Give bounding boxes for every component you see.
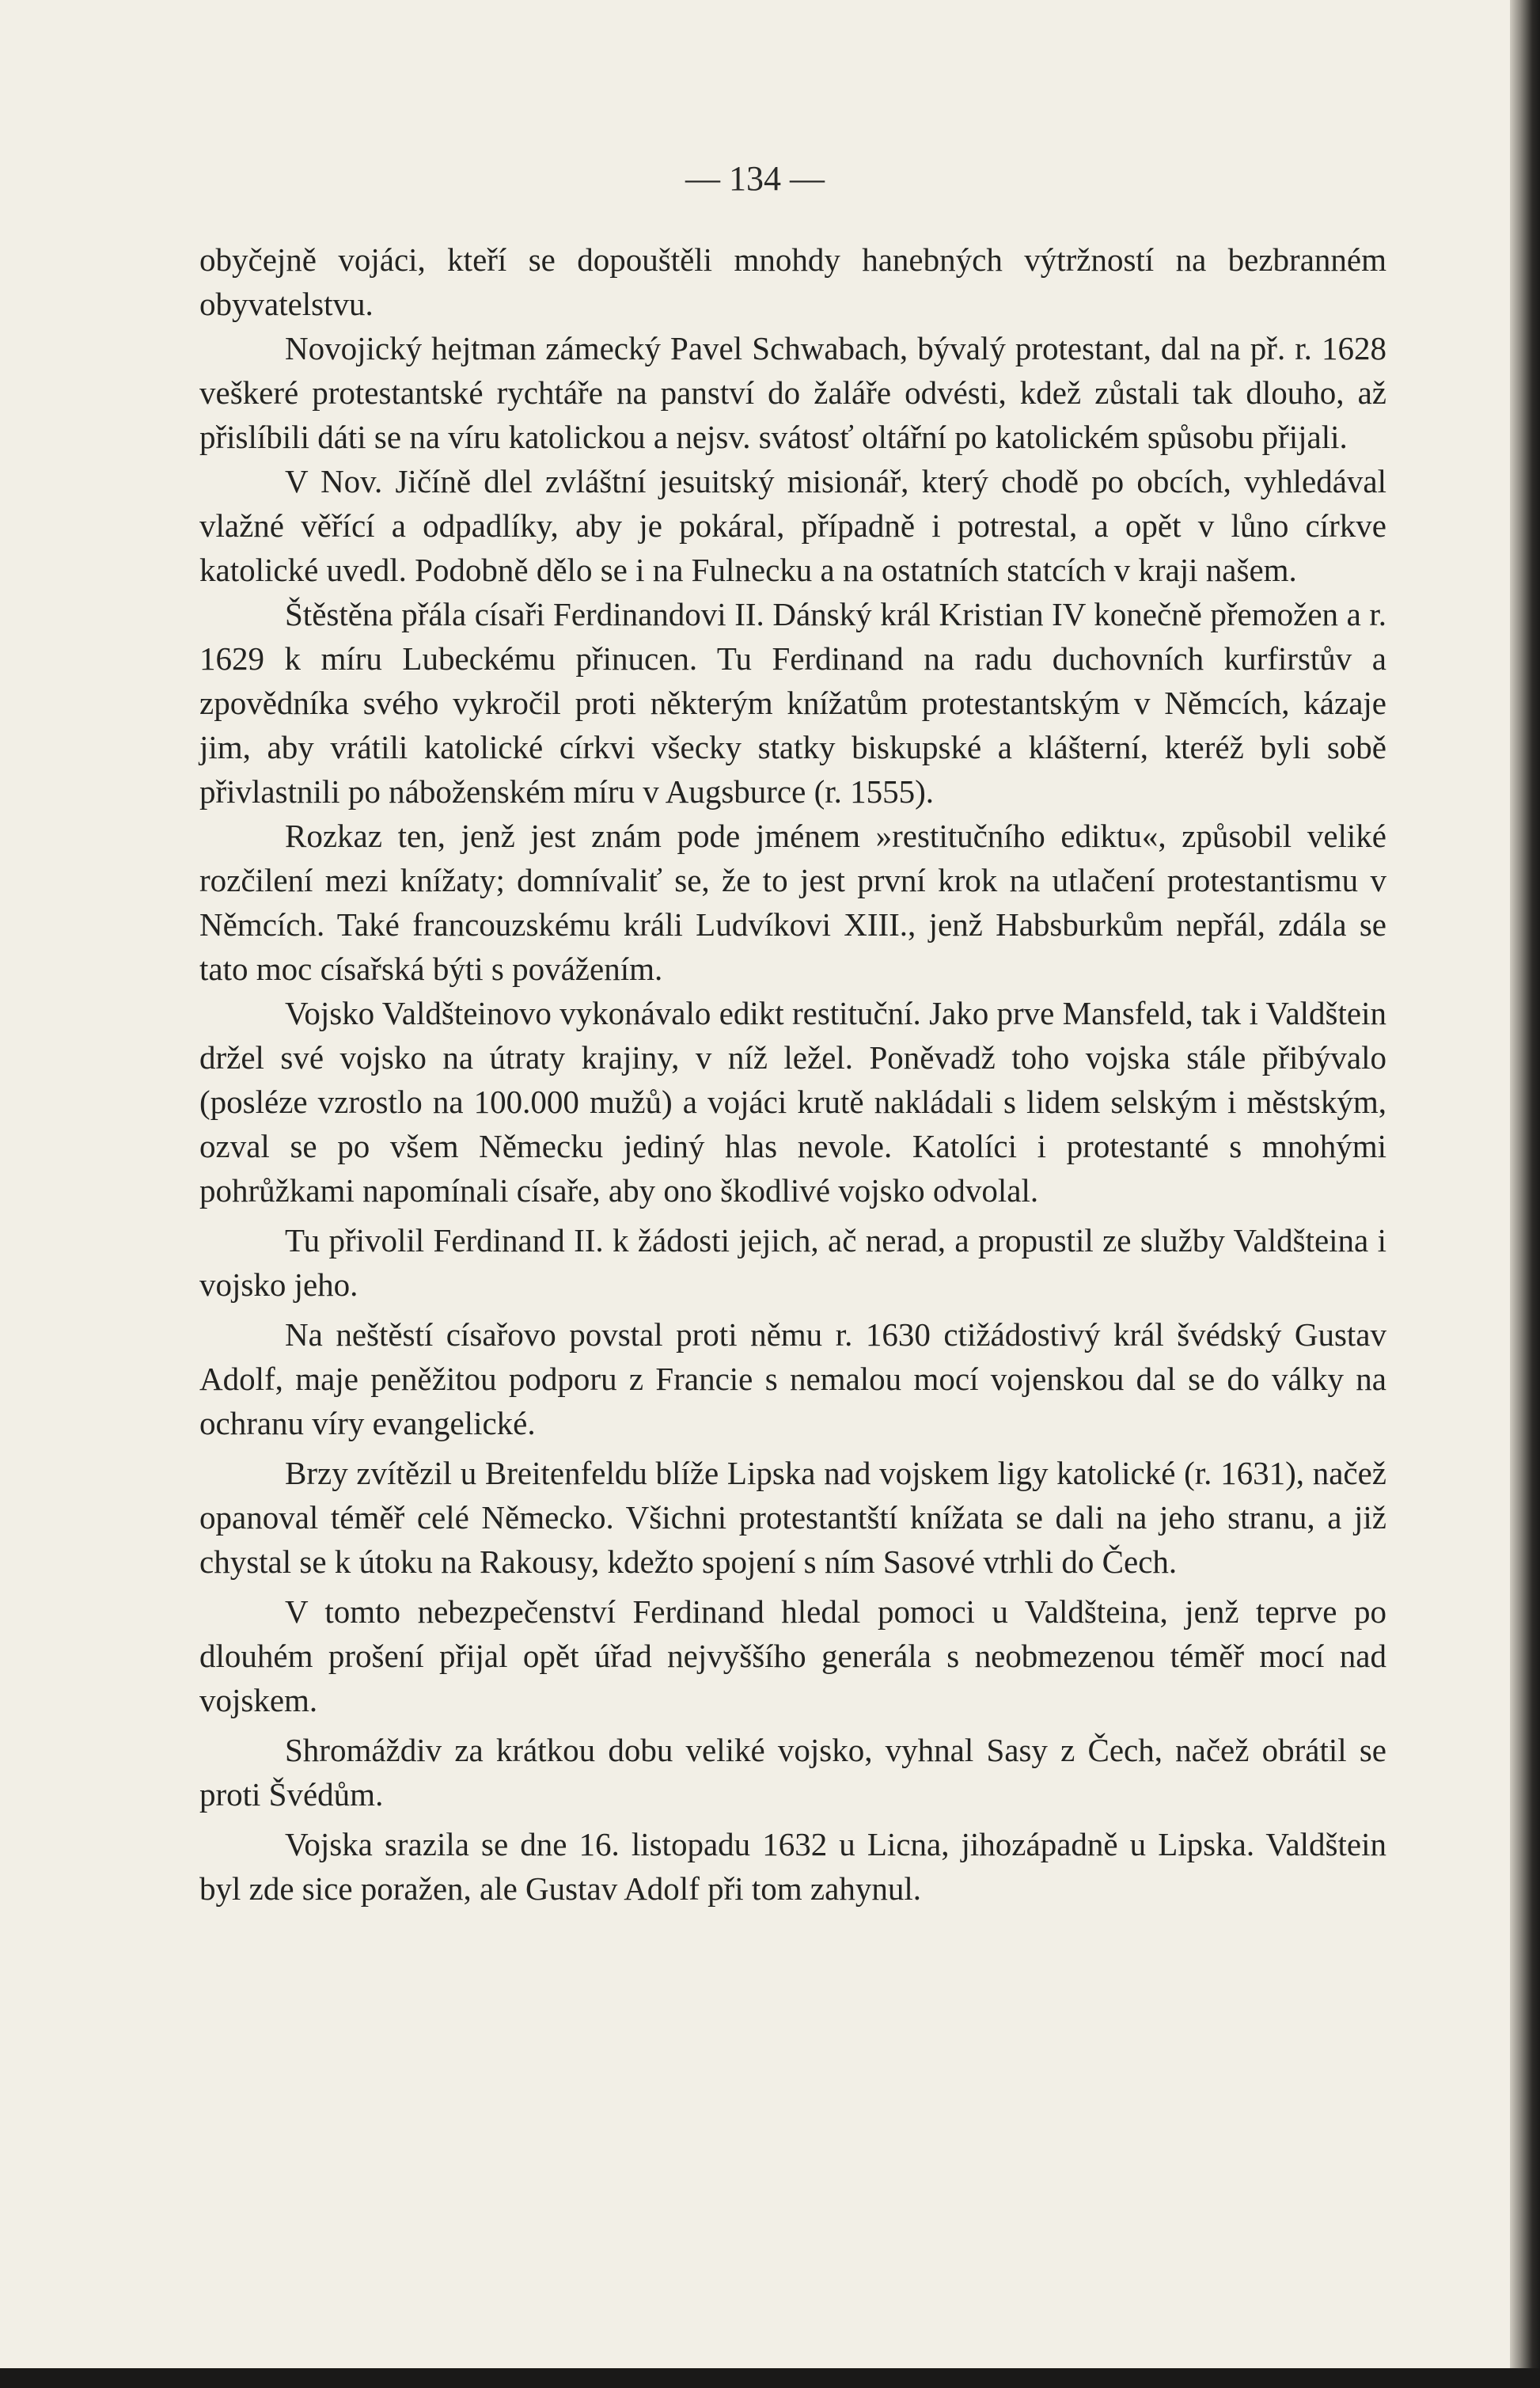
paragraph-8: Na neštěstí císařovo povstal proti němu r. 1630 ctižádostivý král švédský Gustav Adolf, maje peněžitou podporu z Francie s nemalou mocí vojenskou dal se do války na ochranu víry evangelické. xyxy=(199,1316,1386,1441)
book-spine-shadow xyxy=(1510,0,1540,2388)
paragraph-9: Brzy zvítězil u Breitenfeldu blíže Lipska nad vojskem ligy katolické (r. 1631), načež opanoval téměř celé Německo. Všichni protestantští knížata se dali na jeho stranu, a již chystal se k útoku na Rakousy, kdežto spojení s ním Sasové vtrhli do Čech. xyxy=(199,1455,1386,1580)
paragraph-4: Štěstěna přála císaři Ferdinandovi II. Dánský král Kristian IV konečně přemožen a r. 1629 k míru Lubeckému přinucen. Tu Ferdinand na radu duchovních kurfirstův a zpovědníka svého vykročil proti některým knížatům protestantským v Němcích, kázaje jim, aby vrátili katolické církvi všecky statky biskupské a klášterní, kteréž byli sobě přivlastnili po náboženském míru v Augsburce (r. 1555). xyxy=(199,596,1386,810)
page-bottom-edge xyxy=(0,2368,1540,2388)
paragraph-1: obyčejně vojáci, kteří se dopouštěli mnohdy hanebných výtržností na bezbranném obyvatelstvu. xyxy=(199,241,1386,322)
paragraph-7: Tu přivolil Ferdinand II. k žádosti jejich, ač nerad, a propustil ze služby Valdšteina i vojsko jeho. xyxy=(199,1222,1386,1303)
paragraph-2: Novojický hejtman zámecký Pavel Schwabach, bývalý protestant, dal na př. r. 1628 veškeré protestantské rychtáře na panství do žaláře odvésti, kdež zůstali tak dlouho, až přislíbili dáti se na víru katolickou a nejsv. svátosť oltářní po katolickém spůsobu přijali. xyxy=(199,330,1386,455)
body-text xyxy=(199,237,1386,1911)
page-number: — 134 — xyxy=(685,159,825,198)
paragraph-3: V Nov. Jičíně dlel zvláštní jesuitský misionář, který chodě po obcích, vyhledával vlažné věřící a odpadlíky, aby je pokáral, případně i potrestal, a opět v lůno církve katolické uvedl. Podobně dělo se i na Fulnecku a na ostatních statcích v kraji našem. xyxy=(199,463,1386,588)
paragraph-11: Shromáždiv za krátkou dobu veliké vojsko, vyhnal Sasy z Čech, načež obrátil se proti Švédům. xyxy=(199,1732,1386,1813)
paragraph-6: Vojsko Valdšteinovo vykonávalo edikt restituční. Jako prve Mansfeld, tak i Valdštein držel své vojsko na útraty krajiny, v níž ležel. Poněvadž toho vojska stále přibývalo (posléze vzrostlo na 100.000 mužů) a vojáci krutě nakládali s lidem selským i městským, ozval se po všem Německu jediný hlas nevole. Katolíci i protestanté s mnohými pohrůžkami napomínali císaře, aby ono škodlivé vojsko odvolal. xyxy=(199,995,1386,1209)
paragraph-5: Rozkaz ten, jenž jest znám pode jménem »restitučního ediktu«, způsobil veliké rozčilení mezi knížaty; domnívaliť se, že to jest první krok na utlačení protestantismu v Němcích. Také francouzskému králi Ludvíkovi XIII., jenž Habsburkům nepřál, zdála se tato moc císařská býti s povážením. xyxy=(199,818,1386,987)
paragraph-10: V tomto nebezpečenství Ferdinand hledal pomoci u Valdšteina, jenž teprve po dlouhém prošení přijal opět úřad nejvyššího generála s neobmezenou téměř mocí nad vojskem. xyxy=(199,1593,1386,1718)
paragraph-12: Vojska srazila se dne 16. listopadu 1632 u Licna, jihozápadně u Lipska. Valdštein byl zde sice poražen, ale Gustav Adolf při tom zahynul. xyxy=(199,1826,1386,1907)
